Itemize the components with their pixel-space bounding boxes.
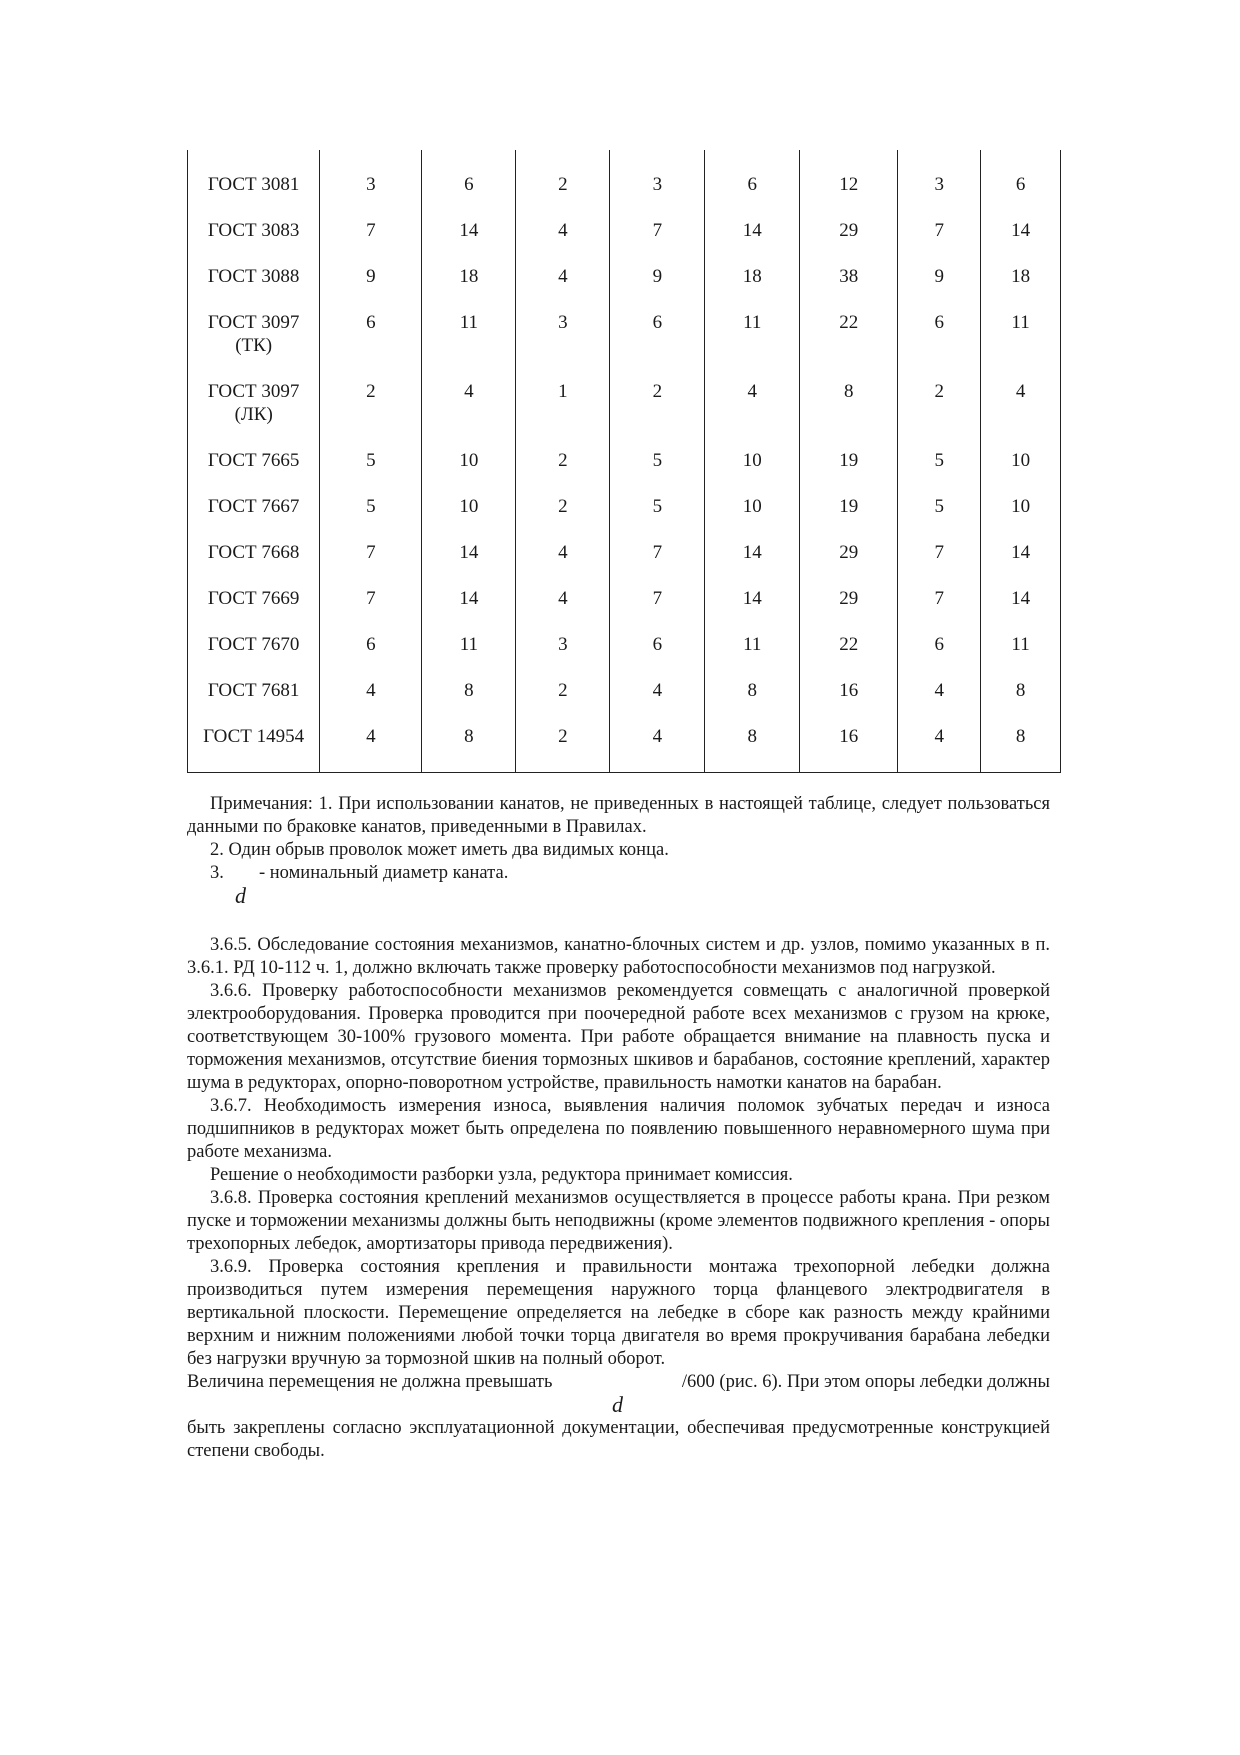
value-cell: 10 (422, 495, 516, 541)
formula-line-left: Величина перемещения не должна превышать (187, 1372, 553, 1392)
note-3 (187, 862, 1050, 908)
value-cell: 6 (981, 150, 1061, 219)
value-cell: 4 (981, 380, 1061, 449)
notes-section (187, 793, 1050, 908)
value-cell: 6 (898, 311, 981, 380)
value-cell: 19 (800, 495, 898, 541)
value-cell: 11 (422, 311, 516, 380)
diameter-symbol: d (612, 1392, 623, 1417)
value-cell: 7 (320, 219, 422, 265)
value-cell: 7 (610, 587, 705, 633)
value-cell: 1 (516, 380, 610, 449)
value-cell: 29 (800, 219, 898, 265)
value-cell: 22 (800, 311, 898, 380)
gost-cell: ГОСТ 7669 (188, 587, 320, 633)
value-cell: 14 (422, 541, 516, 587)
note-3-number: 3. (210, 863, 224, 883)
value-cell: 8 (981, 679, 1061, 725)
diameter-symbol: d (235, 883, 246, 908)
value-cell: 7 (898, 541, 981, 587)
table-row (188, 150, 1061, 219)
value-cell: 5 (898, 495, 981, 541)
value-cell: 38 (800, 265, 898, 311)
body-text (187, 934, 1050, 1463)
value-cell: 4 (705, 380, 800, 449)
value-cell: 4 (516, 541, 610, 587)
rope-rejection-table (187, 150, 1061, 773)
value-cell: 8 (705, 679, 800, 725)
paragraph-3-6-7-decision: Решение о необходимости разборки узла, редуктора принимает комиссия. (210, 1165, 793, 1185)
gost-cell: ГОСТ 7665 (188, 449, 320, 495)
value-cell: 18 (705, 265, 800, 311)
table-row (188, 449, 1061, 495)
value-cell: 6 (422, 150, 516, 219)
value-cell: 14 (705, 587, 800, 633)
value-cell: 6 (610, 633, 705, 679)
value-cell: 16 (800, 679, 898, 725)
value-cell: 6 (898, 633, 981, 679)
value-cell: 2 (898, 380, 981, 449)
value-cell: 7 (320, 587, 422, 633)
value-cell: 3 (898, 150, 981, 219)
value-cell: 2 (516, 449, 610, 495)
value-cell: 14 (981, 541, 1061, 587)
value-cell: 2 (516, 679, 610, 725)
value-cell: 7 (320, 541, 422, 587)
gost-cell: ГОСТ 7670 (188, 633, 320, 679)
table-row (188, 311, 1061, 380)
value-cell: 6 (705, 150, 800, 219)
value-cell: 7 (610, 541, 705, 587)
value-cell: 4 (422, 380, 516, 449)
value-cell: 2 (516, 725, 610, 772)
formula-line-right: /600 (рис. 6). При этом опоры лебедки должны (681, 1372, 1050, 1392)
paragraph-3-6-8: 3.6.8. Проверка состояния креплений механизмов осуществляется в процессе работы крана. При резком пуске и торможении механизмы должны быть неподвижны (кроме элементов подвижного крепления - опоры трехопорных лебедок, амортизаторы привода передвижения). (187, 1188, 1050, 1254)
value-cell: 11 (981, 633, 1061, 679)
value-cell: 14 (981, 219, 1061, 265)
value-cell: 29 (800, 541, 898, 587)
value-cell: 10 (705, 495, 800, 541)
value-cell: 5 (898, 449, 981, 495)
value-cell: 4 (320, 725, 422, 772)
gost-cell: ГОСТ 3081 (188, 150, 320, 219)
table-row (188, 495, 1061, 541)
paragraph-3-6-7: 3.6.7. Необходимость измерения износа, выявления наличия поломок зубчатых передач и износа подшипников в редукторах может быть определена по появлению повышенного неравномерного шума при работе механизма. (187, 1096, 1050, 1162)
value-cell: 18 (422, 265, 516, 311)
value-cell: 9 (320, 265, 422, 311)
value-cell: 14 (422, 219, 516, 265)
value-cell: 2 (610, 380, 705, 449)
note-1: Примечания: 1. При использовании канатов, не приведенных в настоящей таблице, следует пользоваться данными по браковке канатов, приведенными в Правилах. (187, 794, 1050, 837)
table-row (188, 265, 1061, 311)
value-cell: 10 (981, 449, 1061, 495)
value-cell: 14 (422, 587, 516, 633)
value-cell: 6 (320, 311, 422, 380)
value-cell: 3 (516, 633, 610, 679)
table-row (188, 541, 1061, 587)
value-cell: 8 (800, 380, 898, 449)
gost-cell: ГОСТ 7681 (188, 679, 320, 725)
value-cell: 8 (705, 725, 800, 772)
note-2: 2. Один обрыв проволок может иметь два видимых конца. (210, 840, 669, 860)
value-cell: 4 (320, 679, 422, 725)
table-row (188, 587, 1061, 633)
gost-cell: ГОСТ 3088 (188, 265, 320, 311)
value-cell: 11 (705, 633, 800, 679)
gost-cell: ГОСТ 7668 (188, 541, 320, 587)
value-cell: 14 (705, 541, 800, 587)
gost-cell: ГОСТ 14954 (188, 725, 320, 772)
value-cell: 6 (610, 311, 705, 380)
paragraph-3-6-5: 3.6.5. Обследование состояния механизмов, канатно-блочных систем и др. узлов, помимо указанных в п. 3.6.1. РД 10-112 ч. 1, должно включать также проверку работоспособности механизмов под нагрузкой. (187, 935, 1050, 978)
value-cell: 16 (800, 725, 898, 772)
value-cell: 4 (610, 679, 705, 725)
value-cell: 5 (320, 449, 422, 495)
value-cell: 8 (422, 725, 516, 772)
paragraph-3-6-9: 3.6.9. Проверка состояния крепления и правильности монтажа трехопорной лебедки должна производиться путем измерения перемещения наружного торца фланцевого электродвигателя в вертикальной плоскости. Перемещение определяется на лебедке в сборе как разность между крайними верхним и нижним положениями любой точки торца двигателя во время прокручивания барабана лебедки без нагрузки вручную за тормозной шкив на полный оборот. (187, 1257, 1050, 1369)
paragraph-3-6-9-formula-line (187, 1371, 1050, 1417)
value-cell: 4 (610, 725, 705, 772)
value-cell: 22 (800, 633, 898, 679)
value-cell: 4 (516, 265, 610, 311)
value-cell: 9 (898, 265, 981, 311)
table-row (188, 679, 1061, 725)
value-cell: 11 (981, 311, 1061, 380)
value-cell: 3 (516, 311, 610, 380)
table-row (188, 219, 1061, 265)
gost-cell: ГОСТ 3097 (ЛК) (188, 380, 320, 449)
value-cell: 5 (320, 495, 422, 541)
note-3-text: - номинальный диаметр каната. (259, 863, 509, 883)
value-cell: 14 (981, 587, 1061, 633)
value-cell: 18 (981, 265, 1061, 311)
value-cell: 8 (981, 725, 1061, 772)
value-cell: 5 (610, 495, 705, 541)
value-cell: 19 (800, 449, 898, 495)
value-cell: 7 (898, 587, 981, 633)
value-cell: 10 (981, 495, 1061, 541)
gost-cell: ГОСТ 7667 (188, 495, 320, 541)
paragraph-3-6-9-end: быть закреплены согласно эксплуатационной документации, обеспечивая предусмотренные конструкцией степени свободы. (187, 1418, 1050, 1461)
value-cell: 3 (610, 150, 705, 219)
value-cell: 14 (705, 219, 800, 265)
value-cell: 7 (898, 219, 981, 265)
paragraph-3-6-6: 3.6.6. Проверку работоспособности механизмов рекомендуется совмещать с аналогичной проверкой электрооборудования. Проверка проводится при поочередной работе всех механизмов с грузом на крюке, соответствующем 30-100% грузового момента. При работе обращается внимание на плавность пуска и торможения механизмов, отсутствие биения тормозных шкивов и барабанов, состояние креплений, характер шума в редукторах, опорно-поворотном устройстве, правильность намотки канатов на барабан. (187, 981, 1050, 1093)
table-row (188, 633, 1061, 679)
value-cell: 29 (800, 587, 898, 633)
value-cell: 2 (320, 380, 422, 449)
value-cell: 10 (422, 449, 516, 495)
gost-cell: ГОСТ 3097 (ТК) (188, 311, 320, 380)
value-cell: 8 (422, 679, 516, 725)
value-cell: 11 (422, 633, 516, 679)
value-cell: 7 (610, 219, 705, 265)
value-cell: 4 (898, 725, 981, 772)
value-cell: 12 (800, 150, 898, 219)
value-cell: 3 (320, 150, 422, 219)
table-row (188, 380, 1061, 449)
gost-cell: ГОСТ 3083 (188, 219, 320, 265)
value-cell: 4 (516, 587, 610, 633)
table-row (188, 725, 1061, 772)
value-cell: 4 (516, 219, 610, 265)
value-cell: 10 (705, 449, 800, 495)
value-cell: 6 (320, 633, 422, 679)
value-cell: 4 (898, 679, 981, 725)
value-cell: 9 (610, 265, 705, 311)
value-cell: 2 (516, 150, 610, 219)
value-cell: 11 (705, 311, 800, 380)
value-cell: 2 (516, 495, 610, 541)
table-body (188, 150, 1061, 772)
value-cell: 5 (610, 449, 705, 495)
